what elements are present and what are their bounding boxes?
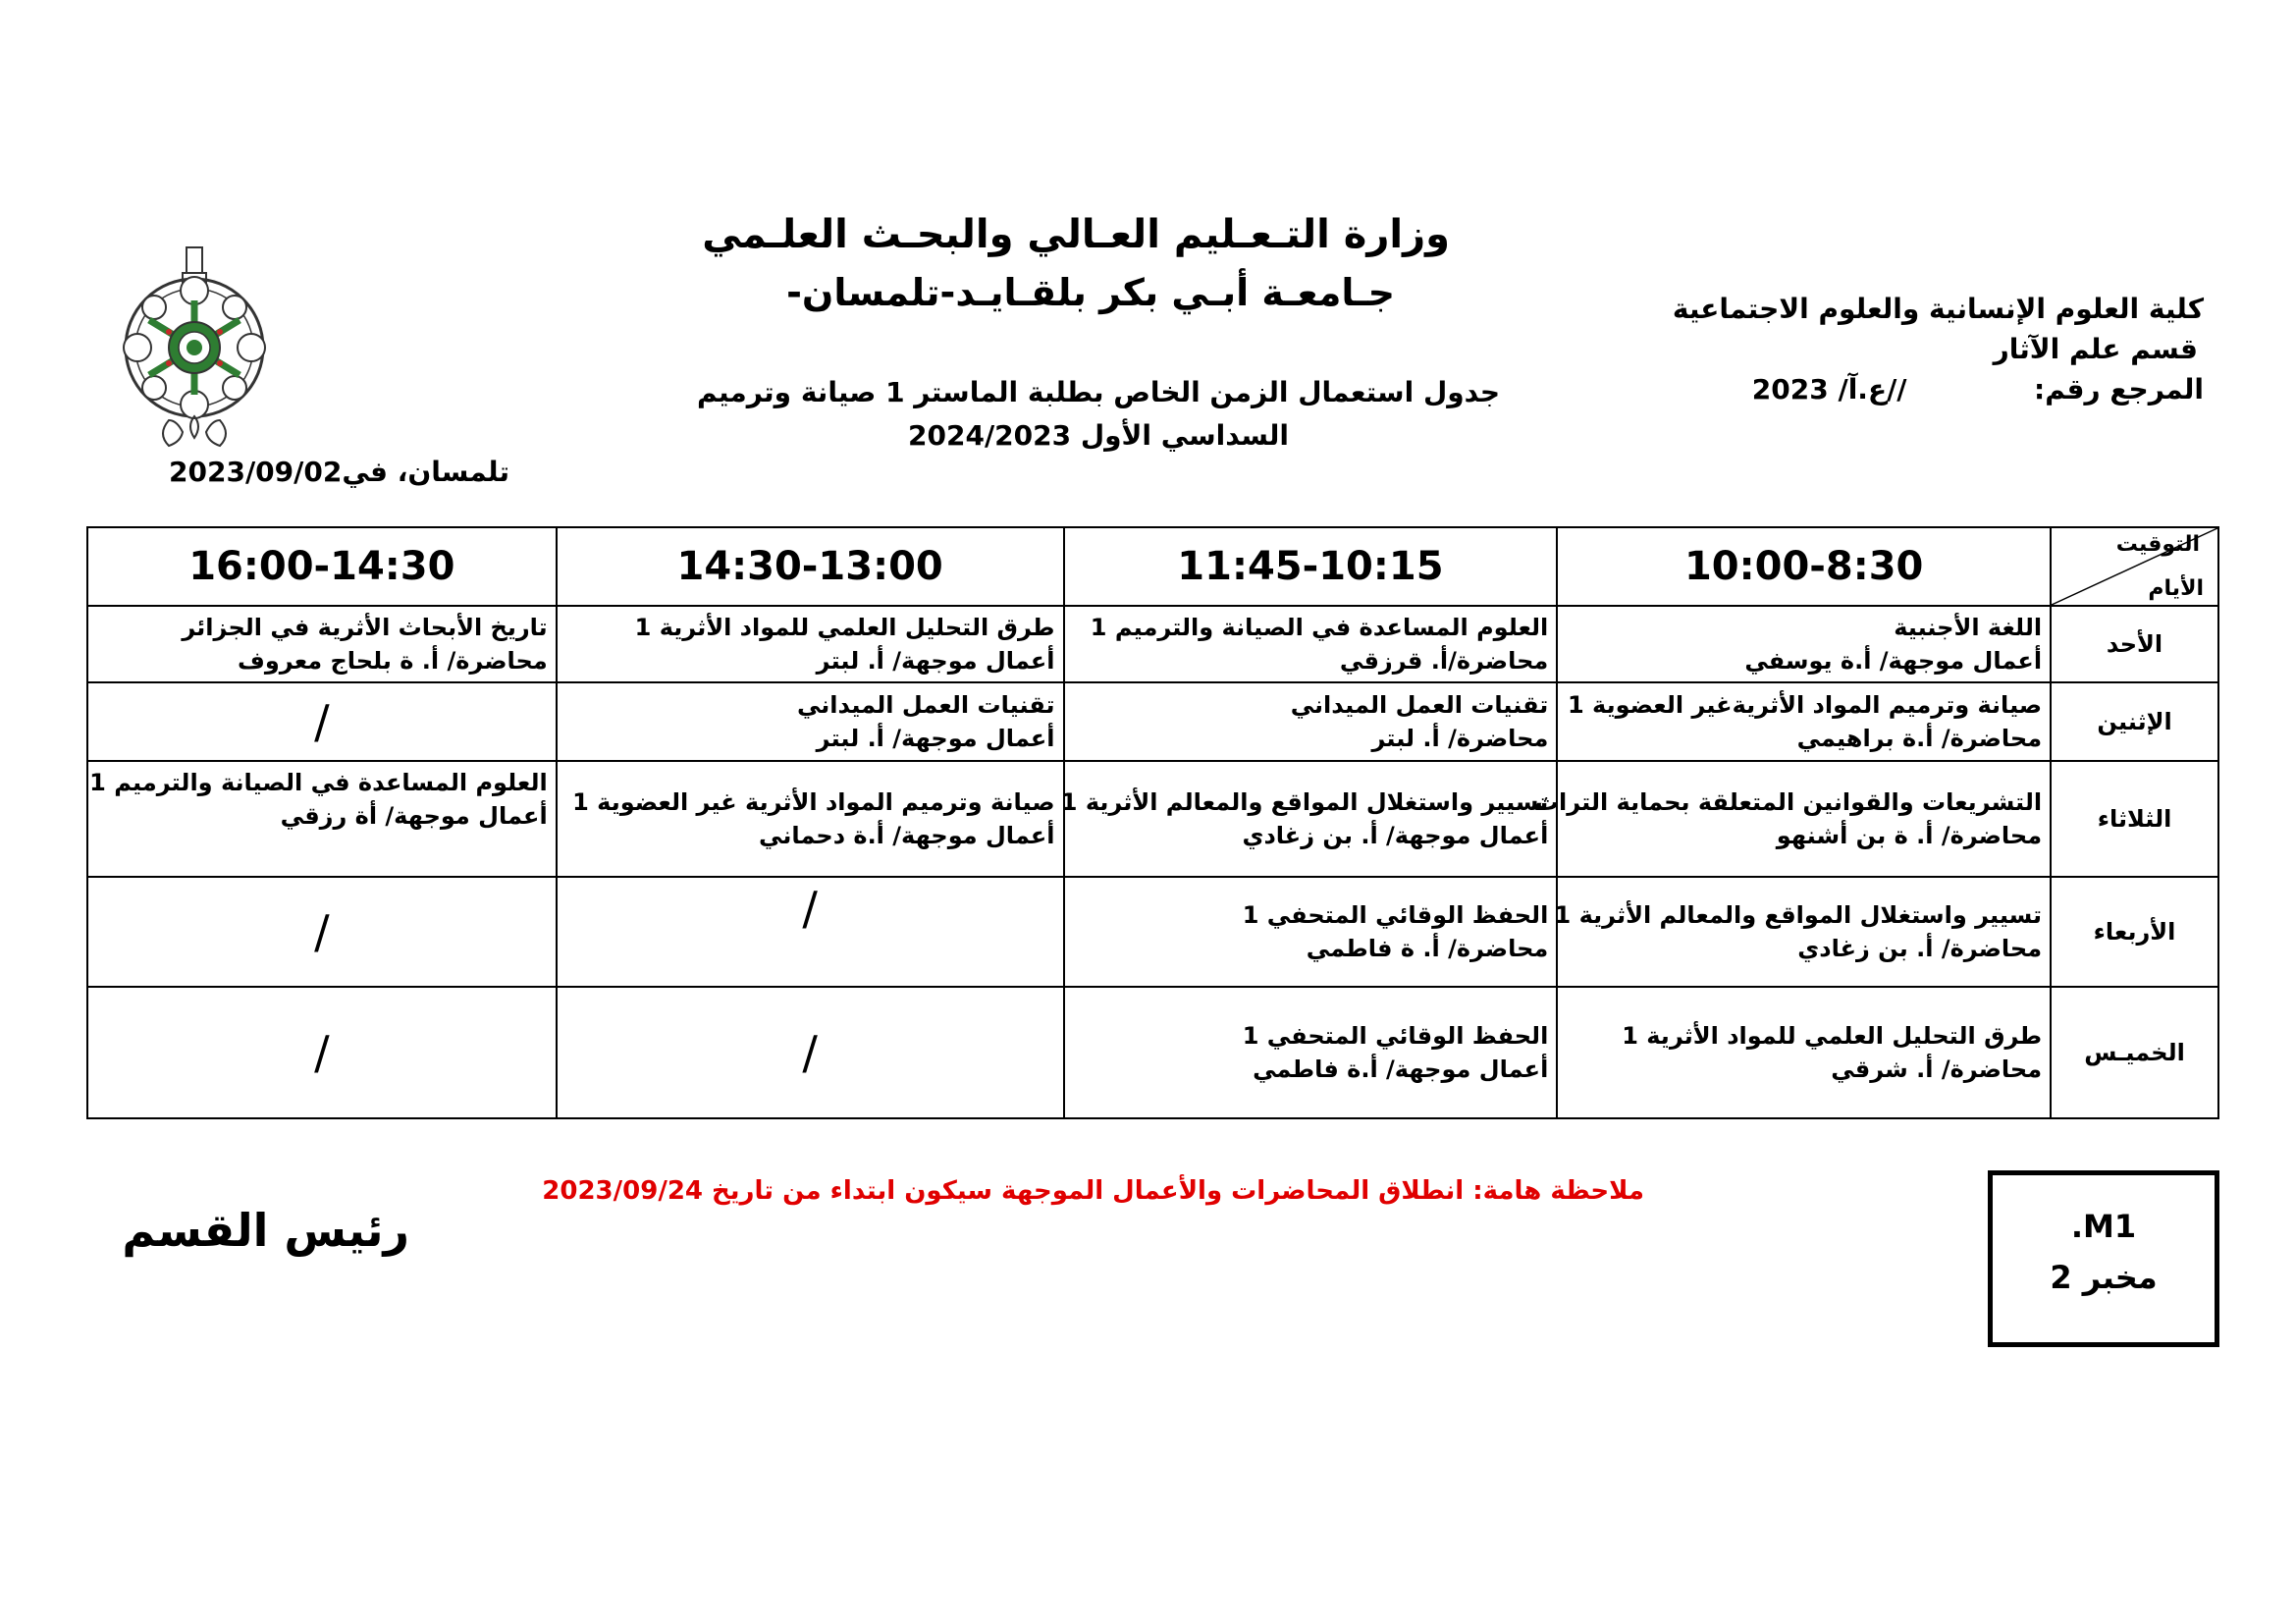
table-header-row — [87, 527, 2218, 606]
course-instructor: أعمال موجهة/ أ.ة دحماني — [759, 822, 1055, 849]
faculty-name: كلية العلوم الإنسانية والعلوم الاجتماعية — [1672, 293, 2204, 325]
important-note: ملاحظة هامة: انطلاق المحاضرات والأعمال الموجهة سيكون ابتداء من تاريخ 2023/09/24 — [542, 1176, 1644, 1206]
course-cell — [1060, 761, 1558, 877]
table-row — [87, 682, 2218, 761]
course-name: طرق التحليل العلمي للمواد الأثرية 1 — [1622, 1022, 2043, 1050]
day-label: الخميـس — [2051, 987, 2218, 1118]
course-cell — [557, 682, 1064, 761]
course-instructor: أعمال موجهة/ أ.ة فاطمي — [1253, 1056, 1549, 1083]
day-label: الأحد — [2051, 606, 2218, 682]
course-cell — [87, 761, 557, 877]
course-name: صيانة وترميم المواد الأثريةغير العضوية 1 — [1567, 691, 2043, 719]
semester-label: السداسي الأول 2024/2023 — [908, 419, 1289, 452]
course-cell — [557, 761, 1064, 877]
course-name: تقنيات العمل الميداني — [1290, 691, 1549, 719]
course-name: طرق التحليل العلمي للمواد الأثرية 1 — [634, 614, 1055, 641]
course-instructor: محاضرة/ أ. شرقي — [1831, 1056, 2043, 1083]
university-name: جـامعـة أبـي بكر بلقـايـد-تلمسان- — [786, 271, 1395, 314]
course-cell — [87, 606, 557, 682]
course-instructor: أعمال موجهة/ أ. لبتر — [816, 647, 1055, 675]
course-name: تاريخ الأبحاث الأثرية في الجزائر — [182, 614, 548, 641]
reference-value: //ع.آ/ 2023 — [1751, 373, 1907, 406]
empty-slot: / — [87, 682, 557, 761]
time-slot-2: 11:45-10:15 — [1064, 527, 1558, 606]
time-slot-4: 16:00-14:30 — [87, 527, 557, 606]
course-name: التشريعات والقوانين المتعلقة بحماية التراث — [1534, 788, 2043, 816]
course-name: تقنيات العمل الميداني — [797, 691, 1055, 719]
course-name: العلوم المساعدة في الصيانة والترميم 1 — [1090, 614, 1549, 641]
course-name: اللغة الأجنبية — [1894, 614, 2043, 641]
reference-line — [1673, 369, 2204, 409]
corner-days-label: الأيام — [2148, 576, 2204, 601]
course-instructor: أعمال موجهة/ أ. بن زغادي — [1242, 822, 1549, 849]
ministry-title: وزارة التـعـليم العـالي والبحـث العلـمي — [702, 212, 1450, 257]
table-row — [87, 606, 2218, 682]
faculty-block — [1673, 289, 2204, 409]
course-cell — [1064, 877, 1558, 987]
course-instructor: محاضرة/ أ. لبتر — [1371, 725, 1549, 752]
course-instructor: محاضرة/ أ. ة فاطمي — [1306, 935, 1549, 962]
course-instructor: محاضرة/أ. قرزقي — [1339, 647, 1549, 675]
table-row — [87, 877, 2218, 987]
course-instructor: محاضرة/ أ.ة براهيمي — [1796, 725, 2043, 752]
course-instructor: أعمال موجهة/ أ.ة يوسفي — [1744, 647, 2043, 675]
course-instructor: أعمال موجهة/ أة رزقي — [280, 802, 548, 830]
department-head-signature: رئيس القسم — [122, 1204, 409, 1257]
level-box — [1988, 1170, 2219, 1347]
city-date: تلمسان، في2023/09/02 — [169, 456, 509, 488]
course-cell — [1554, 877, 2051, 987]
schedule-title: جدول استعمال الزمن الخاص بطلبة الماستر 1 صيانة وترميم — [697, 376, 1500, 408]
empty-slot: / — [87, 987, 557, 1118]
department-name: قسم علم الآثار — [1993, 333, 2198, 365]
course-cell — [1557, 606, 2051, 682]
table-row — [87, 761, 2218, 877]
course-name: الحفظ الوقائي المتحفي 1 — [1242, 901, 1549, 929]
university-seal-icon — [110, 242, 279, 452]
room-label: مخبر 2 — [2050, 1259, 2158, 1296]
empty-slot: / — [557, 987, 1064, 1118]
course-cell — [557, 606, 1064, 682]
day-label: الإثنين — [2051, 682, 2218, 761]
course-instructor: محاضرة/ أ. بن زغادي — [1797, 935, 2043, 962]
course-name: تسيير واستغلال المواقع والمعالم الأثرية 1 — [1554, 901, 2043, 929]
course-cell — [1064, 987, 1558, 1118]
corner-cell — [2051, 527, 2218, 606]
course-instructor: محاضرة/ أ. ة بلحاج معروف — [237, 647, 548, 675]
level-label: M1. — [2070, 1208, 2137, 1245]
course-cell — [1557, 682, 2051, 761]
course-instructor: أعمال موجهة/ أ. لبتر — [816, 725, 1055, 752]
course-cell — [1064, 606, 1558, 682]
time-slot-1: 10:00-8:30 — [1557, 527, 2051, 606]
reference-label: المرجع رقم: — [2034, 373, 2204, 406]
time-slot-3: 14:30-13:00 — [557, 527, 1064, 606]
course-name: صيانة وترميم المواد الأثرية غير العضوية 1 — [572, 788, 1055, 816]
course-name: الحفظ الوقائي المتحفي 1 — [1242, 1022, 1549, 1050]
day-label: الأربعاء — [2051, 877, 2218, 987]
course-name: تسيير واستغلال المواقع والمعالم الأثرية 1 — [1060, 788, 1549, 816]
schedule-title-block — [697, 371, 1500, 458]
course-cell — [1064, 682, 1558, 761]
course-name: العلوم المساعدة في الصيانة والترميم 1 — [89, 769, 548, 796]
empty-slot: / — [87, 877, 557, 987]
course-cell — [1557, 987, 2051, 1118]
day-label: الثلاثاء — [2051, 761, 2218, 877]
course-instructor: محاضرة/ أ. ة بن أشنهو — [1776, 822, 2043, 849]
table-row — [87, 987, 2218, 1118]
corner-time-label: التوقيت — [2115, 532, 2200, 557]
empty-slot: / — [557, 877, 1064, 987]
schedule-table — [86, 526, 2219, 1119]
course-cell — [1534, 761, 2051, 877]
